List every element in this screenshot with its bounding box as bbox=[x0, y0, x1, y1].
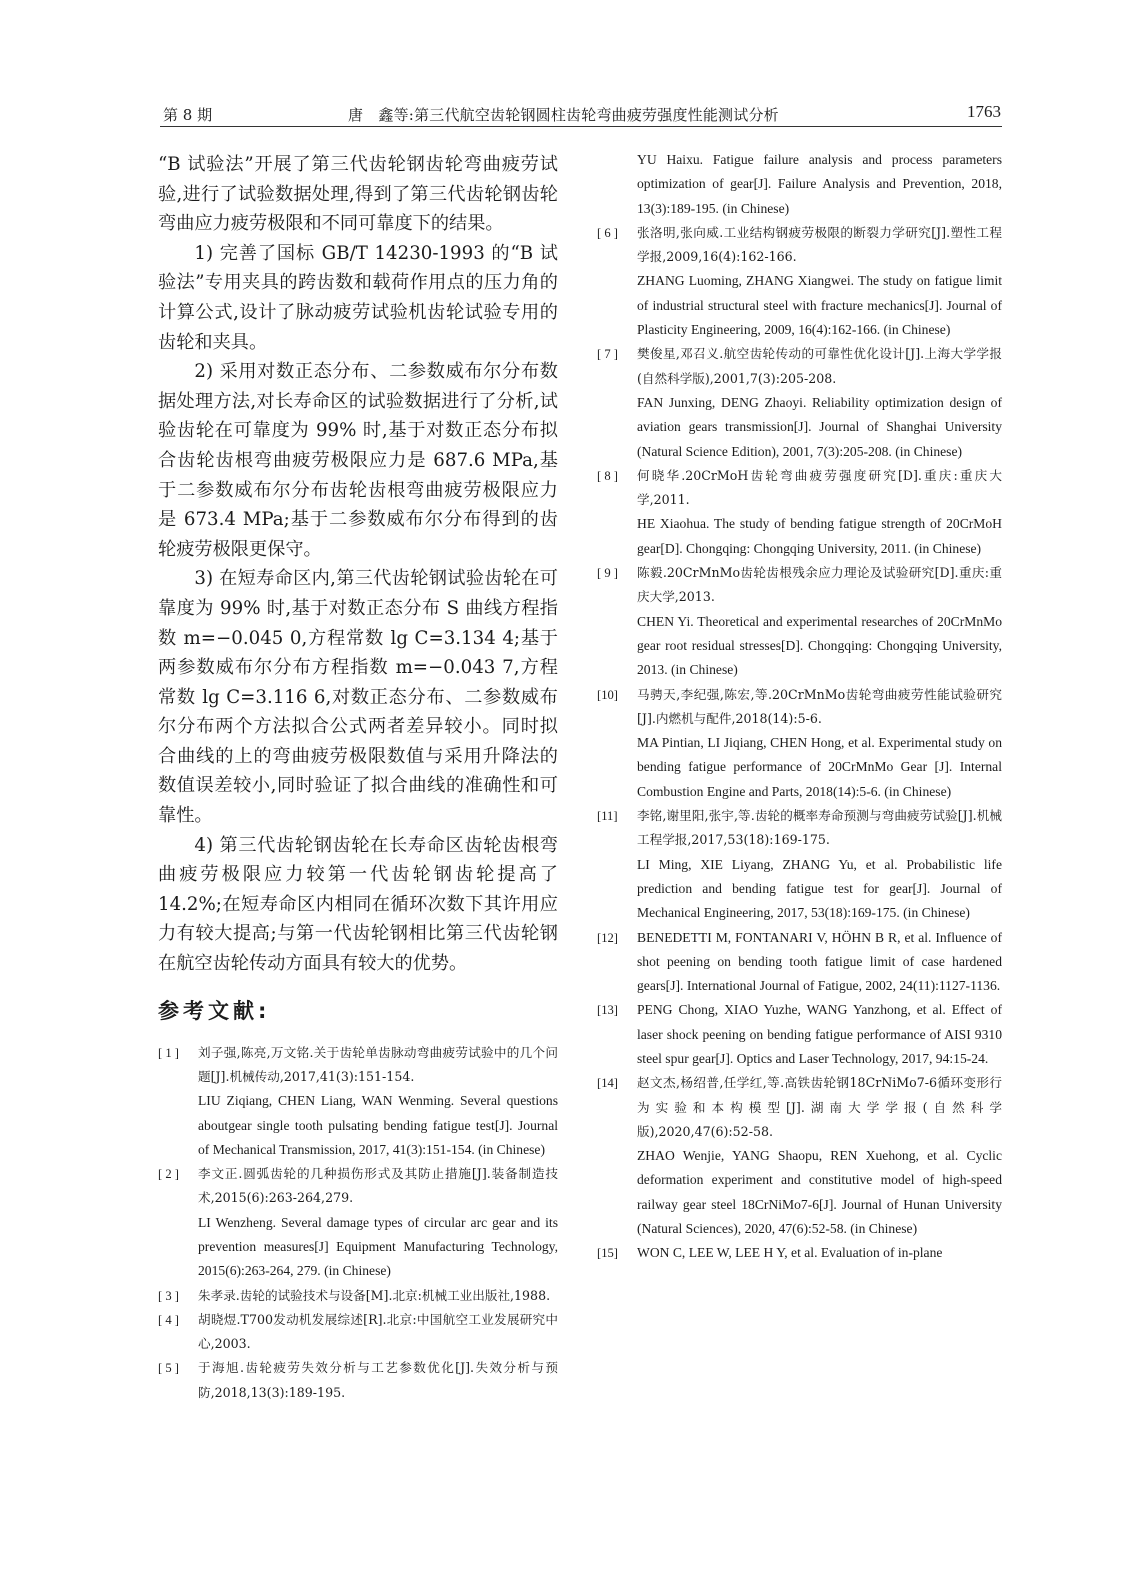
reference-number: [10] bbox=[597, 687, 618, 702]
reference-cn: 马骋天,李纪强,陈宏,等.20CrMnMo齿轮弯曲疲劳性能试验研究[J].内燃机与配件,2018(14):5-6. bbox=[637, 686, 1002, 726]
reference-number: [14] bbox=[597, 1076, 618, 1091]
reference-cn: 李文正.圆弧齿轮的几种损伤形式及其防止措施[J].装备制造技术,2015(6):263-264,279. bbox=[198, 1166, 558, 1206]
reference-en: PENG Chong, XIAO Yuzhe, WANG Yanzhong, et al. Effect of laser shock peening on bending fatigue performance of AISI 9310 steel spur gear[J]. Optics and Laser Technology, 2017, 94:15-24. bbox=[637, 1002, 1002, 1066]
reference-en: CHEN Yi. Theoretical and experimental researches of 20CrMnMo gear root residual stresses[D]. Chongqing: Chongqing University, 2013. (in Chinese) bbox=[637, 613, 1002, 678]
right-column bbox=[597, 148, 1002, 1266]
reference-item bbox=[158, 1041, 558, 1162]
reference-item bbox=[597, 926, 1002, 999]
reference-item bbox=[597, 1071, 1002, 1241]
reference-item bbox=[158, 1356, 558, 1405]
reference-number: [ 8 ] bbox=[597, 468, 618, 483]
conclusion-4: 4) 第三代齿轮钢齿轮在长寿命区齿轮齿根弯曲疲劳极限应力较第一代齿轮钢齿轮提高了 14.2%;在短寿命区内相同在循环次数下其许用应力有较大提高;与第一代齿轮钢相比第三代齿轮钢在航空齿轮传动方面具有较大的优势。 bbox=[158, 834, 558, 975]
references-heading: 参考文献: bbox=[158, 998, 271, 1023]
reference-continuation: YU Haixu. Fatigue failure analysis and process parameters optimization of gear[J]. Failure Analysis and Prevention, 2018, 13(3):189-195. (in Chinese) bbox=[637, 152, 1002, 216]
left-column bbox=[158, 150, 558, 1405]
reference-en: HE Xiaohua. The study of bending fatigue strength of 20CrMoH gear[D]. Chongqing: Chongqing University, 2011. (in Chinese) bbox=[637, 516, 1002, 556]
reference-number: [ 1 ] bbox=[158, 1045, 179, 1060]
conclusion-2: 2) 采用对数正态分布、二参数威布尔分布数据处理方法,对长寿命区的试验数据进行了分析,试验齿轮在可靠度为 99% 时,基于对数正态分布拟合齿轮齿根弯曲疲劳极限应力是 687.6 MPa,基于二参数威布尔分布齿轮齿根弯曲疲劳极限应力是 673.4 MPa;基于二参数威布尔分布得到的齿轮疲劳极限更保守。 bbox=[158, 361, 558, 560]
reference-cn: 陈毅.20CrMnMo齿轮齿根残余应力理论及试验研究[D].重庆:重庆大学,2013. bbox=[637, 565, 1002, 605]
reference-cn: 李铭,谢里阳,张宇,等.齿轮的概率寿命预测与弯曲疲劳试验[J].机械工程学报,2017,53(18):169-175. bbox=[637, 808, 1002, 848]
reference-item bbox=[597, 561, 1002, 682]
reference-number: [ 2 ] bbox=[158, 1167, 179, 1182]
reference-cn: 刘子强,陈亮,万文铭.关于齿轮单齿脉动弯曲疲劳试验中的几个问题[J].机械传动,2017,41(3):151-154. bbox=[198, 1044, 558, 1084]
page-number: 1763 bbox=[967, 102, 1001, 121]
reference-item bbox=[597, 683, 1002, 804]
reference-en: ZHAO Wenjie, YANG Shaopu, REN Xuehong, et al. Cyclic deformation experiment and constitutive model of high-speed railway gear steel 18CrNiMo7-6[J]. Journal of Hunan University (Natural Sciences), 2020, 47(6):52-58. (in Chinese) bbox=[637, 1148, 1002, 1237]
reference-cn: 赵文杰,杨绍普,任学红,等.高铁齿轮钢18CrNiMo7-6循环变形行为实验和本构模型[J].湖南大学学报(自然科学版),2020,47(6):52-58. bbox=[637, 1075, 1002, 1139]
reference-cn: 何晓华.20CrMoH齿轮弯曲疲劳强度研究[D].重庆:重庆大学,2011. bbox=[637, 467, 1002, 508]
reference-number: [ 3 ] bbox=[158, 1288, 179, 1303]
reference-number: [ 9 ] bbox=[597, 566, 618, 581]
reference-item bbox=[597, 804, 1002, 925]
reference-cn: 于海旭.齿轮疲劳失效分析与工艺参数优化[J].失效分析与预防,2018,13(3):189-195. bbox=[198, 1360, 558, 1400]
running-header bbox=[163, 100, 1001, 128]
conclusion-3: 3) 在短寿命区内,第三代齿轮钢试验齿轮在可靠度为 99% 时,基于对数正态分布 S 曲线方程指数 m=−0.045 0,方程常数 lg C=3.134 4;基于两参数威布尔分布方程指数 m=−0.043 7,方程常数 lg C=3.116 6,对数正态分布、二参数威布尔分布两个方法拟合公式两者差异较小。同时拟合曲线的上的弯曲疲劳极限数值与采用升降法的数值误差较小,同时验证了拟合曲线的准确性和可靠性。 bbox=[158, 568, 558, 827]
reference-en: LIU Ziqiang, CHEN Liang, WAN Wenming. Several questions aboutgear single tooth pulsating bending fatigue test[J]. Journal of Mechanical Transmission, 2017, 41(3):151-154. (in Chinese) bbox=[198, 1093, 558, 1157]
reference-number: [12] bbox=[597, 930, 618, 945]
reference-number: [15] bbox=[597, 1246, 618, 1261]
reference-en: LI Wenzheng. Several damage types of circular arc gear and its prevention measures[J] Equipment Manufacturing Technology, 2015(6):263-264, 279. (in Chinese) bbox=[198, 1214, 558, 1279]
reference-en: BENEDETTI M, FONTANARI V, HÖHN B R, et al. Influence of shot peening on bending tooth fatigue limit of case hardened gears[J]. International Journal of Fatigue, 2002, 24(11):1127-1136. bbox=[637, 929, 1002, 994]
reference-item bbox=[597, 464, 1002, 561]
running-title: 唐 鑫等:第三代航空齿轮钢圆柱齿轮弯曲疲劳强度性能测试分析 bbox=[348, 106, 779, 124]
reference-item bbox=[158, 1162, 558, 1283]
reference-en: FAN Junxing, DENG Zhaoyi. Reliability optimization design of aviation gears transmission[J]. Journal of Shanghai University (Natural Science Edition), 2001, 7(3):205-208. (in Chinese) bbox=[637, 394, 1002, 459]
reference-item bbox=[597, 998, 1002, 1071]
reference-en: LI Ming, XIE Liyang, ZHANG Yu, et al. Probabilistic life prediction and bending fatigue test for gear[J]. Journal of Mechanical Engineering, 2017, 53(18):169-175. (in Chinese) bbox=[637, 856, 1002, 921]
reference-cn: 张洛明,张向威.工业结构钢疲劳极限的断裂力学研究[J].塑性工程学报,2009,16(4):162-166. bbox=[637, 224, 1002, 265]
reference-cn: 胡晓煜.T700发动机发展综述[R].北京:中国航空工业发展研究中心,2003. bbox=[198, 1311, 558, 1352]
reference-number: [11] bbox=[597, 809, 618, 824]
body-paragraph: “B 试验法”开展了第三代齿轮钢齿轮弯曲疲劳试验,进行了试验数据处理,得到了第三代齿轮钢齿轮弯曲应力疲劳极限和不同可靠度下的结果。 bbox=[158, 154, 558, 235]
reference-item bbox=[597, 342, 1002, 463]
reference-cn: 朱孝录.齿轮的试验技术与设备[M].北京:机械工业出版社,1988. bbox=[198, 1287, 551, 1303]
reference-item bbox=[597, 1241, 1002, 1265]
reference-en: WON C, LEE W, LEE H Y, et al. Evaluation of in-plane bbox=[637, 1245, 943, 1261]
reference-number: [ 7 ] bbox=[597, 347, 618, 362]
reference-number: [ 5 ] bbox=[158, 1361, 179, 1376]
reference-item bbox=[597, 221, 1002, 342]
reference-item bbox=[158, 1308, 558, 1357]
reference-en: ZHANG Luoming, ZHANG Xiangwei. The study on fatigue limit of industrial structural steel with fracture mechanics[J]. Journal of Plasticity Engineering, 2009, 16(4):162-166. (in Chinese) bbox=[637, 273, 1002, 338]
reference-number: [13] bbox=[597, 1003, 618, 1018]
conclusion-1: 1) 完善了国标 GB/T 14230-1993 的“B 试验法”专用夹具的跨齿数和载荷作用点的压力角的计算公式,设计了脉动疲劳试验机齿轮试验专用的齿轮和夹具。 bbox=[158, 242, 558, 353]
reference-en: MA Pintian, LI Jiqiang, CHEN Hong, et al. Experimental study on bending fatigue performance of 20CrMnMo Gear [J]. Internal Combustion Engine and Parts, 2018(14):5-6. (in Chinese) bbox=[637, 735, 1002, 799]
reference-list-left bbox=[158, 1041, 558, 1405]
issue-number: 第 8 期 bbox=[163, 106, 213, 124]
header-rule bbox=[160, 126, 1002, 127]
reference-cn: 樊俊星,邓召义.航空齿轮传动的可靠性优化设计[J].上海大学学报(自然科学版),2001,7(3):205-208. bbox=[637, 346, 1002, 386]
reference-item bbox=[158, 1284, 558, 1308]
reference-number: [ 6 ] bbox=[597, 225, 618, 240]
reference-number: [ 4 ] bbox=[158, 1312, 179, 1327]
